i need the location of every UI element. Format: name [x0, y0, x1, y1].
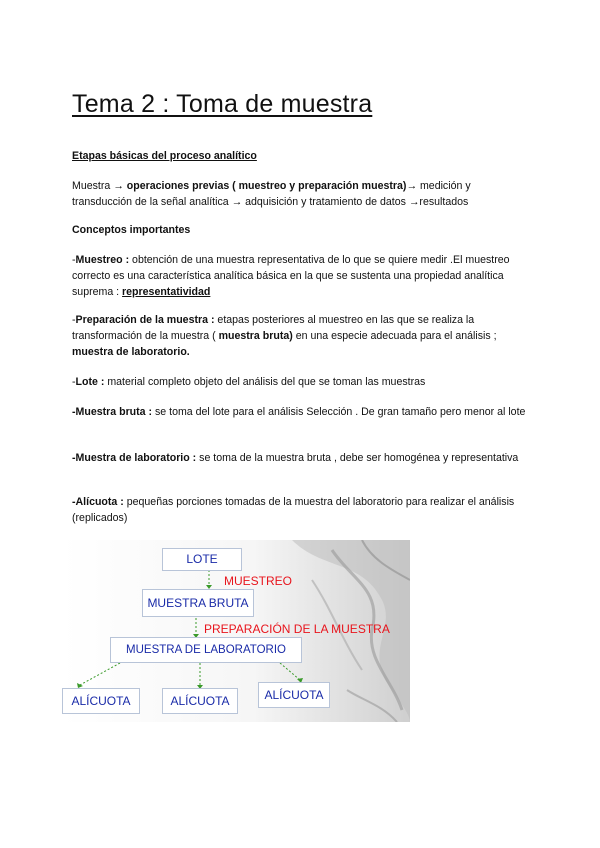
sampling-diagram: [62, 540, 410, 722]
etapas-text-b: operaciones previas ( muestreo y preparación muestra): [126, 180, 407, 192]
preparacion-bold-2: muestra de laboratorio.: [72, 346, 190, 358]
preparacion-text-2: en una especie adecuada para el análisis ;: [292, 330, 497, 342]
concept-muestra-laboratorio: [72, 450, 532, 466]
section-conceptos: [72, 222, 532, 238]
node-muestra-laboratorio: MUESTRA DE LABORATORIO: [110, 637, 302, 663]
muestreo-dash: -: [72, 254, 76, 266]
preparacion-dash: -: [72, 314, 76, 326]
alicuota-text: pequeñas porciones tomadas de la muestra del laboratorio para realizar el análisis (replicados): [72, 496, 515, 524]
lote-term: Lote :: [75, 376, 105, 388]
preparacion-bold-1: muestra bruta): [218, 330, 293, 342]
lote-dash: -: [72, 376, 76, 388]
concept-muestra-bruta: [72, 404, 532, 420]
section-heading-etapas: Etapas básicas del proceso analítico: [72, 150, 257, 162]
concept-lote: [72, 374, 532, 390]
concept-preparacion: [72, 312, 532, 360]
bruta-term: -Muestra bruta :: [72, 406, 153, 418]
muestreo-text: obtención de una muestra representativa de lo que se quiere medir .El muestreo correcto es una característica analítica básica en la que se sustenta una propiedad analítica suprema :: [72, 254, 510, 298]
preparacion-term: Preparación de la muestra :: [75, 314, 215, 326]
concept-muestreo: [72, 252, 532, 300]
etapas-line-1: [72, 178, 532, 194]
node-alicuota-1: ALÍCUOTA: [62, 688, 140, 714]
preparacion-text-1: etapas posteriores al muestreo en las que se realiza la transformación de la muestra (: [72, 314, 475, 342]
etapas-text-c: → medición y: [406, 180, 471, 192]
step-muestreo: MUESTREO: [224, 574, 293, 588]
muestreo-term: Muestreo :: [75, 254, 130, 266]
paragraph-etapas: [72, 178, 532, 210]
alicuota-term: -Alícuota :: [72, 496, 124, 508]
lote-text: material completo objeto del análisis del que se toman las muestras: [104, 376, 426, 388]
laboratorio-text: se toma de la muestra bruta , debe ser homogénea y representativa: [196, 452, 519, 464]
concept-alicuota: [72, 494, 532, 526]
bruta-text: se toma del lote para el análisis Selección . De gran tamaño pero menor al lote: [152, 406, 526, 418]
section-etapas: [72, 148, 532, 164]
page-title: Tema 2 : Toma de muestra: [72, 90, 373, 118]
node-muestra-bruta: MUESTRA BRUTA: [142, 589, 254, 617]
step-preparacion: PREPARACIÓN DE LA MUESTRA: [204, 622, 390, 636]
etapas-line-2: transducción de la señal analítica → adquisición y tratamiento de datos →resultados: [72, 196, 469, 208]
laboratorio-term: -Muestra de laboratorio :: [72, 452, 197, 464]
muestreo-emph: representatividad: [122, 286, 211, 298]
etapas-text-a: Muestra →: [72, 180, 124, 192]
node-lote: LOTE: [162, 548, 242, 571]
node-alicuota-3: ALÍCUOTA: [258, 682, 330, 708]
node-alicuota-2: ALÍCUOTA: [162, 688, 238, 714]
section-heading-conceptos: Conceptos importantes: [72, 224, 191, 236]
